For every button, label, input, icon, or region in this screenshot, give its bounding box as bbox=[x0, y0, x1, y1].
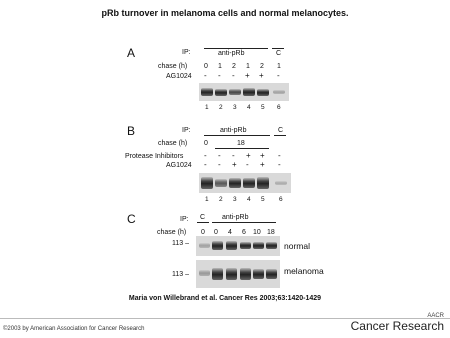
panel-a-lane-3: 3 bbox=[233, 104, 237, 111]
panel-a-lane-5: 5 bbox=[261, 104, 265, 111]
panel-b-ag-sign-2: - bbox=[218, 160, 221, 169]
panel-c-chase-label: chase (h) bbox=[157, 229, 187, 236]
panel-c-anti-line bbox=[212, 222, 276, 223]
panel-a-band-4 bbox=[243, 88, 255, 96]
panel-c-row-normal-label: normal bbox=[284, 241, 310, 251]
panel-c-chase-6: 6 bbox=[242, 229, 246, 236]
panel-a-c-line bbox=[272, 48, 284, 49]
panel-c-c-line bbox=[197, 222, 209, 223]
panel-c-letter: C bbox=[127, 212, 136, 226]
panel-a-band-6 bbox=[273, 90, 285, 94]
panel-b-lane-5: 5 bbox=[261, 196, 265, 203]
panel-b-ag-sign-6: - bbox=[278, 160, 281, 169]
panel-c-melanoma-band-5 bbox=[253, 269, 264, 279]
panel-b-ag-sign-5: + bbox=[260, 160, 265, 169]
panel-b-ag-sign-3: + bbox=[232, 160, 237, 169]
panel-c-blot-normal bbox=[196, 236, 280, 256]
panel-a-chase-3: 1 bbox=[246, 63, 250, 70]
panel-a-ag-sign-1: - bbox=[204, 71, 207, 80]
copyright: ©2003 by American Association for Cancer Research bbox=[3, 326, 145, 332]
panel-c-blot-melanoma bbox=[196, 260, 280, 288]
panel-b-protease-sign-5: + bbox=[260, 151, 265, 160]
panel-a-blot bbox=[199, 83, 289, 101]
panel-a-ag-sign-3: - bbox=[232, 71, 235, 80]
panel-c-marker-2: 113 – bbox=[172, 271, 190, 278]
panel-a-chase-5: 1 bbox=[277, 63, 281, 70]
panel-c-normal-band-4 bbox=[240, 242, 251, 249]
panel-b-protease-sign-6: - bbox=[278, 151, 281, 160]
panel-c-marker-1-value: 113 bbox=[172, 240, 184, 247]
panel-b-lane-1: 1 bbox=[205, 196, 209, 203]
panel-b-protease-sign-1: - bbox=[204, 151, 207, 160]
panel-c-ip-label: IP: bbox=[180, 216, 189, 223]
panel-c-c-label: C bbox=[200, 214, 206, 221]
panel-b-ag-sign-4: - bbox=[246, 160, 249, 169]
panel-c-melanoma-band-6 bbox=[266, 269, 277, 279]
panel-c-chase-0a: 0 bbox=[201, 229, 205, 236]
panel-b-c-label: C bbox=[278, 127, 284, 134]
panel-b-lane-2: 2 bbox=[219, 196, 223, 203]
panel-c-chase-18: 18 bbox=[267, 229, 275, 236]
panel-c-chase-10: 10 bbox=[253, 229, 261, 236]
panel-a-c-label: C bbox=[276, 50, 282, 57]
panel-b-ag-sign-1: - bbox=[204, 160, 207, 169]
panel-a-lane-6: 6 bbox=[277, 104, 281, 111]
panel-b-band-3 bbox=[229, 178, 241, 188]
panel-a-chase-0: 0 bbox=[204, 63, 208, 70]
panel-b-protease-sign-3: - bbox=[232, 151, 235, 160]
journal-name: Cancer Research bbox=[350, 319, 444, 333]
panel-a-band-5 bbox=[257, 89, 269, 96]
panel-a-band-1 bbox=[201, 88, 213, 96]
panel-a-letter: A bbox=[127, 46, 136, 60]
panel-a-chase-label: chase (h) bbox=[158, 63, 188, 70]
panel-b-lane-3: 3 bbox=[233, 196, 237, 203]
panel-b-anti-line bbox=[204, 135, 270, 136]
panel-b-protease-label: Protease Inhibitors bbox=[125, 153, 184, 160]
panel-c-melanoma-band-2 bbox=[212, 268, 223, 280]
panel-c-marker-1: 113 – bbox=[172, 240, 190, 247]
panel-b-anti-label: anti-pRb bbox=[220, 127, 247, 134]
panel-c-row-melanoma-label: melanoma bbox=[284, 266, 324, 276]
panel-c-chase-0b: 0 bbox=[214, 229, 218, 236]
panel-c-normal-band-6 bbox=[266, 242, 277, 249]
panel-b-ip-label: IP: bbox=[182, 127, 191, 134]
panel-a-band-2 bbox=[215, 89, 227, 96]
panel-a-lane-4: 4 bbox=[247, 104, 251, 111]
panel-a-ag-sign-5: + bbox=[259, 71, 264, 80]
panel-a-ag-sign-2: - bbox=[218, 71, 221, 80]
panel-c-melanoma-band-4 bbox=[240, 268, 251, 280]
panel-a-chase-4: 2 bbox=[260, 63, 264, 70]
panel-a-ag-label: AG1024 bbox=[166, 73, 192, 80]
panel-b-chase-line bbox=[215, 148, 269, 149]
panel-c-marker-2-value: 113 bbox=[172, 271, 184, 278]
panel-b-band-4 bbox=[243, 178, 255, 188]
panel-a-ag-sign-4: + bbox=[245, 71, 250, 80]
panel-c-normal-band-3 bbox=[226, 241, 237, 250]
panel-b-chase-zero: 0 bbox=[204, 140, 208, 147]
panel-b-c-line bbox=[274, 135, 286, 136]
panel-b-chase-18: 18 bbox=[237, 140, 245, 147]
panel-a-anti-line bbox=[204, 48, 268, 49]
panel-c-melanoma-band-3 bbox=[226, 268, 237, 280]
panel-b-protease-sign-4: + bbox=[246, 151, 251, 160]
panel-a-ag-sign-6: - bbox=[277, 71, 280, 80]
panel-b-band-2 bbox=[215, 179, 227, 187]
panel-b-blot bbox=[199, 173, 291, 193]
panel-b-lane-4: 4 bbox=[247, 196, 251, 203]
panel-c-normal-band-2 bbox=[212, 241, 223, 250]
panel-a-ip-label: IP: bbox=[182, 49, 191, 56]
panel-a-chase-1: 1 bbox=[218, 63, 222, 70]
panel-c-anti-label: anti-pRb bbox=[222, 214, 249, 221]
panel-b-band-1 bbox=[201, 177, 213, 189]
panel-a-chase-2: 2 bbox=[232, 63, 236, 70]
panel-a-band-3 bbox=[229, 89, 241, 95]
journal-brand bbox=[351, 313, 444, 333]
panel-b-lane-6: 6 bbox=[279, 196, 283, 203]
panel-a-anti-label: anti-pRb bbox=[218, 50, 245, 57]
panel-c-chase-4: 4 bbox=[228, 229, 232, 236]
panel-b-band-5 bbox=[257, 177, 269, 189]
panel-a-lane-2: 2 bbox=[219, 104, 223, 111]
panel-b-letter: B bbox=[127, 124, 136, 138]
panel-c-melanoma-band-1 bbox=[199, 270, 210, 276]
panel-b-band-6 bbox=[275, 181, 287, 185]
panel-b-protease-sign-2: - bbox=[218, 151, 221, 160]
aacr-logo: AACR bbox=[427, 313, 444, 319]
citation: Maria von Willebrand et al. Cancer Res 2003;63:1420-1429 bbox=[128, 295, 322, 302]
panel-a-lane-1: 1 bbox=[205, 104, 209, 111]
panel-b-chase-label: chase (h) bbox=[158, 140, 188, 147]
panel-b-ag-label: AG1024 bbox=[166, 162, 192, 169]
panel-c-normal-band-5 bbox=[253, 242, 264, 249]
figure-title: pRb turnover in melanoma cells and normal melanocytes. bbox=[101, 8, 349, 18]
panel-c-normal-band-1 bbox=[199, 243, 210, 248]
